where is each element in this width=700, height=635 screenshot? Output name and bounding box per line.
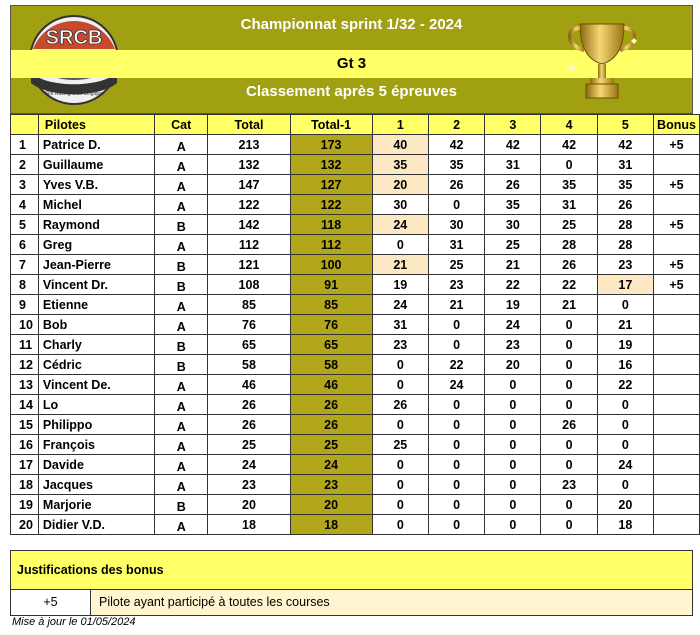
total-cell: 76 bbox=[208, 315, 290, 335]
pilot-name: Yves V.B. bbox=[38, 175, 154, 195]
race-5-cell: 24 bbox=[597, 455, 653, 475]
race-1-cell: 31 bbox=[372, 315, 428, 335]
race-2-cell: 0 bbox=[428, 455, 484, 475]
category-cell: A bbox=[155, 435, 208, 455]
race-5-cell: 20 bbox=[597, 495, 653, 515]
bonus-cell bbox=[654, 455, 700, 475]
race-2-cell: 24 bbox=[428, 375, 484, 395]
race-1-cell: 0 bbox=[372, 455, 428, 475]
total-cell: 25 bbox=[208, 435, 290, 455]
race-4-cell: 0 bbox=[541, 335, 597, 355]
bonus-cell bbox=[654, 435, 700, 455]
col-header-race-3: 3 bbox=[485, 115, 541, 135]
table-row bbox=[11, 475, 700, 495]
bonus-cell: +5 bbox=[654, 215, 700, 235]
race-1-cell: 0 bbox=[372, 495, 428, 515]
bonus-cell bbox=[654, 515, 700, 535]
total-cell: 26 bbox=[208, 415, 290, 435]
race-4-cell: 0 bbox=[541, 315, 597, 335]
total-cell: 46 bbox=[208, 375, 290, 395]
race-2-cell: 0 bbox=[428, 315, 484, 335]
race-1-cell: 0 bbox=[372, 515, 428, 535]
col-header-bonus: Bonus bbox=[654, 115, 700, 135]
total-1-cell: 132 bbox=[290, 155, 372, 175]
total-cell: 26 bbox=[208, 395, 290, 415]
total-cell: 85 bbox=[208, 295, 290, 315]
race-3-cell: 0 bbox=[485, 475, 541, 495]
total-cell: 213 bbox=[208, 135, 290, 155]
pilot-name: Etienne bbox=[38, 295, 154, 315]
race-1-cell: 24 bbox=[372, 215, 428, 235]
race-2-cell: 21 bbox=[428, 295, 484, 315]
race-3-cell: 31 bbox=[485, 155, 541, 175]
rank-cell: 18 bbox=[11, 475, 39, 495]
table-row bbox=[11, 215, 700, 235]
category-cell: B bbox=[155, 255, 208, 275]
race-1-cell: 30 bbox=[372, 195, 428, 215]
total-1-cell: 58 bbox=[290, 355, 372, 375]
total-1-cell: 25 bbox=[290, 435, 372, 455]
race-1-cell: 0 bbox=[372, 415, 428, 435]
table-row bbox=[11, 275, 700, 295]
race-2-cell: 0 bbox=[428, 395, 484, 415]
race-5-cell: 28 bbox=[597, 235, 653, 255]
category-cell: B bbox=[155, 215, 208, 235]
total-1-cell: 85 bbox=[290, 295, 372, 315]
col-header-total: Total bbox=[208, 115, 290, 135]
race-1-cell: 19 bbox=[372, 275, 428, 295]
category-cell: A bbox=[155, 315, 208, 335]
table-row bbox=[11, 415, 700, 435]
logo-caption: Slot Racing Club Belgique bbox=[44, 91, 104, 97]
table-row bbox=[11, 155, 700, 175]
race-1-cell: 0 bbox=[372, 375, 428, 395]
race-4-cell: 0 bbox=[541, 375, 597, 395]
total-1-cell: 118 bbox=[290, 215, 372, 235]
race-4-cell: 35 bbox=[541, 175, 597, 195]
race-5-cell: 26 bbox=[597, 195, 653, 215]
col-header-race-2: 2 bbox=[428, 115, 484, 135]
table-row bbox=[11, 515, 700, 535]
race-4-cell: 0 bbox=[541, 515, 597, 535]
race-1-cell: 25 bbox=[372, 435, 428, 455]
bonus-cell bbox=[654, 235, 700, 255]
total-cell: 18 bbox=[208, 515, 290, 535]
race-2-cell: 0 bbox=[428, 515, 484, 535]
bonus-cell bbox=[654, 375, 700, 395]
category-cell: B bbox=[155, 335, 208, 355]
bonus-key: +5 bbox=[11, 590, 91, 615]
race-1-cell: 20 bbox=[372, 175, 428, 195]
bonus-cell bbox=[654, 355, 700, 375]
race-5-cell: 16 bbox=[597, 355, 653, 375]
rank-cell: 20 bbox=[11, 515, 39, 535]
race-3-cell: 0 bbox=[485, 455, 541, 475]
race-5-cell: 0 bbox=[597, 475, 653, 495]
race-5-cell: 22 bbox=[597, 375, 653, 395]
total-1-cell: 26 bbox=[290, 395, 372, 415]
pilot-name: Jean-Pierre bbox=[38, 255, 154, 275]
bonus-title: Justifications des bonus bbox=[11, 551, 692, 589]
rank-cell: 19 bbox=[11, 495, 39, 515]
race-5-cell: 23 bbox=[597, 255, 653, 275]
total-cell: 132 bbox=[208, 155, 290, 175]
bonus-cell bbox=[654, 415, 700, 435]
table-row bbox=[11, 135, 700, 155]
col-header-race-4: 4 bbox=[541, 115, 597, 135]
rank-cell: 5 bbox=[11, 215, 39, 235]
race-3-cell: 0 bbox=[485, 515, 541, 535]
total-1-cell: 76 bbox=[290, 315, 372, 335]
rank-cell: 6 bbox=[11, 235, 39, 255]
race-2-cell: 23 bbox=[428, 275, 484, 295]
race-4-cell: 22 bbox=[541, 275, 597, 295]
trophy-icon bbox=[562, 16, 642, 106]
pilot-name: Charly bbox=[38, 335, 154, 355]
table-row bbox=[11, 355, 700, 375]
col-header-total-1: Total-1 bbox=[290, 115, 372, 135]
table-row bbox=[11, 435, 700, 455]
total-cell: 142 bbox=[208, 215, 290, 235]
race-3-cell: 22 bbox=[485, 275, 541, 295]
bonus-cell bbox=[654, 475, 700, 495]
race-4-cell: 0 bbox=[541, 455, 597, 475]
race-3-cell: 23 bbox=[485, 335, 541, 355]
table-row bbox=[11, 175, 700, 195]
total-cell: 58 bbox=[208, 355, 290, 375]
race-1-cell: 23 bbox=[372, 335, 428, 355]
bonus-cell bbox=[654, 295, 700, 315]
page-subtitle: Classement après 5 épreuves bbox=[246, 83, 457, 100]
race-1-cell: 0 bbox=[372, 355, 428, 375]
total-cell: 24 bbox=[208, 455, 290, 475]
race-5-cell: 21 bbox=[597, 315, 653, 335]
race-2-cell: 0 bbox=[428, 475, 484, 495]
pilot-name: Michel bbox=[38, 195, 154, 215]
table-row bbox=[11, 235, 700, 255]
bonus-description: Pilote ayant participé à toutes les courses bbox=[91, 590, 692, 615]
rank-cell: 7 bbox=[11, 255, 39, 275]
category-cell: A bbox=[155, 155, 208, 175]
pilot-name: Marjorie bbox=[38, 495, 154, 515]
total-1-cell: 173 bbox=[290, 135, 372, 155]
standings-table bbox=[10, 114, 700, 535]
total-1-cell: 100 bbox=[290, 255, 372, 275]
race-1-cell: 35 bbox=[372, 155, 428, 175]
rank-cell: 13 bbox=[11, 375, 39, 395]
total-1-cell: 112 bbox=[290, 235, 372, 255]
category-cell: B bbox=[155, 355, 208, 375]
race-1-cell: 0 bbox=[372, 475, 428, 495]
race-2-cell: 30 bbox=[428, 215, 484, 235]
rank-cell: 12 bbox=[11, 355, 39, 375]
race-5-cell: 19 bbox=[597, 335, 653, 355]
pilot-name: Lo bbox=[38, 395, 154, 415]
race-3-cell: 35 bbox=[485, 195, 541, 215]
race-3-cell: 0 bbox=[485, 415, 541, 435]
rank-cell: 17 bbox=[11, 455, 39, 475]
table-row bbox=[11, 295, 700, 315]
race-1-cell: 40 bbox=[372, 135, 428, 155]
bonus-cell bbox=[654, 335, 700, 355]
rank-cell: 9 bbox=[11, 295, 39, 315]
total-cell: 121 bbox=[208, 255, 290, 275]
race-5-cell: 28 bbox=[597, 215, 653, 235]
total-1-cell: 26 bbox=[290, 415, 372, 435]
col-header-pilots: Pilotes bbox=[38, 115, 154, 135]
total-1-cell: 46 bbox=[290, 375, 372, 395]
race-4-cell: 23 bbox=[541, 475, 597, 495]
table-row bbox=[11, 255, 700, 275]
total-cell: 147 bbox=[208, 175, 290, 195]
pilot-name: Bob bbox=[38, 315, 154, 335]
category-cell: A bbox=[155, 415, 208, 435]
total-cell: 108 bbox=[208, 275, 290, 295]
category-cell: B bbox=[155, 495, 208, 515]
race-5-cell: 31 bbox=[597, 155, 653, 175]
category-cell: A bbox=[155, 135, 208, 155]
table-row bbox=[11, 375, 700, 395]
rank-cell: 1 bbox=[11, 135, 39, 155]
total-1-cell: 23 bbox=[290, 475, 372, 495]
pilot-name: Cédric bbox=[38, 355, 154, 375]
race-2-cell: 42 bbox=[428, 135, 484, 155]
pilot-name: Patrice D. bbox=[38, 135, 154, 155]
race-3-cell: 20 bbox=[485, 355, 541, 375]
category-cell: A bbox=[155, 175, 208, 195]
category-cell: A bbox=[155, 475, 208, 495]
bonus-cell: +5 bbox=[654, 175, 700, 195]
rank-cell: 16 bbox=[11, 435, 39, 455]
category-cell: A bbox=[155, 295, 208, 315]
update-date: Mise à jour le 01/05/2024 bbox=[12, 616, 136, 628]
race-4-cell: 0 bbox=[541, 435, 597, 455]
race-4-cell: 31 bbox=[541, 195, 597, 215]
bonus-cell bbox=[654, 315, 700, 335]
race-2-cell: 0 bbox=[428, 415, 484, 435]
col-header-race-1: 1 bbox=[372, 115, 428, 135]
col-header-race-5: 5 bbox=[597, 115, 653, 135]
race-5-cell: 0 bbox=[597, 435, 653, 455]
bonus-cell: +5 bbox=[654, 135, 700, 155]
pilot-name: Davide bbox=[38, 455, 154, 475]
race-5-cell: 35 bbox=[597, 175, 653, 195]
bonus-cell: +5 bbox=[654, 275, 700, 295]
race-3-cell: 21 bbox=[485, 255, 541, 275]
race-2-cell: 0 bbox=[428, 195, 484, 215]
total-cell: 23 bbox=[208, 475, 290, 495]
header-banner bbox=[10, 5, 693, 114]
pilot-name: Didier V.D. bbox=[38, 515, 154, 535]
race-2-cell: 35 bbox=[428, 155, 484, 175]
bonus-cell bbox=[654, 155, 700, 175]
rank-cell: 8 bbox=[11, 275, 39, 295]
category-cell: A bbox=[155, 395, 208, 415]
rank-cell: 10 bbox=[11, 315, 39, 335]
race-3-cell: 30 bbox=[485, 215, 541, 235]
rank-cell: 11 bbox=[11, 335, 39, 355]
race-4-cell: 28 bbox=[541, 235, 597, 255]
race-4-cell: 0 bbox=[541, 495, 597, 515]
race-2-cell: 0 bbox=[428, 435, 484, 455]
race-4-cell: 26 bbox=[541, 415, 597, 435]
table-header-row bbox=[11, 115, 700, 135]
race-5-cell: 0 bbox=[597, 415, 653, 435]
logo-text: SRCB bbox=[45, 27, 103, 49]
total-1-cell: 65 bbox=[290, 335, 372, 355]
total-1-cell: 122 bbox=[290, 195, 372, 215]
race-4-cell: 26 bbox=[541, 255, 597, 275]
bonus-row bbox=[11, 589, 692, 615]
race-3-cell: 42 bbox=[485, 135, 541, 155]
race-1-cell: 0 bbox=[372, 235, 428, 255]
race-4-cell: 42 bbox=[541, 135, 597, 155]
bonus-cell: +5 bbox=[654, 255, 700, 275]
bonus-cell bbox=[654, 195, 700, 215]
race-3-cell: 26 bbox=[485, 175, 541, 195]
category-cell: A bbox=[155, 375, 208, 395]
page-title: Championnat sprint 1/32 - 2024 bbox=[240, 16, 463, 33]
race-4-cell: 0 bbox=[541, 395, 597, 415]
race-2-cell: 22 bbox=[428, 355, 484, 375]
race-4-cell: 21 bbox=[541, 295, 597, 315]
race-3-cell: 0 bbox=[485, 395, 541, 415]
pilot-name: François bbox=[38, 435, 154, 455]
table-row bbox=[11, 335, 700, 355]
bonus-justification bbox=[10, 550, 693, 616]
category-title: Gt 3 bbox=[11, 50, 692, 78]
total-1-cell: 20 bbox=[290, 495, 372, 515]
total-cell: 122 bbox=[208, 195, 290, 215]
race-2-cell: 31 bbox=[428, 235, 484, 255]
total-cell: 112 bbox=[208, 235, 290, 255]
total-cell: 65 bbox=[208, 335, 290, 355]
race-4-cell: 0 bbox=[541, 155, 597, 175]
race-4-cell: 0 bbox=[541, 355, 597, 375]
rank-cell: 4 bbox=[11, 195, 39, 215]
race-3-cell: 25 bbox=[485, 235, 541, 255]
category-cell: B bbox=[155, 275, 208, 295]
rank-cell: 3 bbox=[11, 175, 39, 195]
table-row bbox=[11, 395, 700, 415]
rank-cell: 15 bbox=[11, 415, 39, 435]
race-5-cell: 18 bbox=[597, 515, 653, 535]
race-5-cell: 0 bbox=[597, 295, 653, 315]
category-cell: A bbox=[155, 195, 208, 215]
race-2-cell: 0 bbox=[428, 495, 484, 515]
total-1-cell: 91 bbox=[290, 275, 372, 295]
race-3-cell: 0 bbox=[485, 375, 541, 395]
total-cell: 20 bbox=[208, 495, 290, 515]
pilot-name: Jacques bbox=[38, 475, 154, 495]
total-1-cell: 127 bbox=[290, 175, 372, 195]
race-1-cell: 26 bbox=[372, 395, 428, 415]
category-cell: A bbox=[155, 235, 208, 255]
pilot-name: Guillaume bbox=[38, 155, 154, 175]
race-3-cell: 0 bbox=[485, 435, 541, 455]
race-2-cell: 25 bbox=[428, 255, 484, 275]
table-row bbox=[11, 495, 700, 515]
pilot-name: Greg bbox=[38, 235, 154, 255]
pilot-name: Vincent Dr. bbox=[38, 275, 154, 295]
race-4-cell: 25 bbox=[541, 215, 597, 235]
race-3-cell: 19 bbox=[485, 295, 541, 315]
rank-cell: 2 bbox=[11, 155, 39, 175]
pilot-name: Philippo bbox=[38, 415, 154, 435]
race-3-cell: 0 bbox=[485, 495, 541, 515]
race-3-cell: 24 bbox=[485, 315, 541, 335]
total-1-cell: 18 bbox=[290, 515, 372, 535]
race-1-cell: 21 bbox=[372, 255, 428, 275]
bonus-cell bbox=[654, 395, 700, 415]
col-header-rank bbox=[11, 115, 39, 135]
pilot-name: Vincent De. bbox=[38, 375, 154, 395]
bonus-cell bbox=[654, 495, 700, 515]
category-cell: A bbox=[155, 515, 208, 535]
race-2-cell: 0 bbox=[428, 335, 484, 355]
race-2-cell: 26 bbox=[428, 175, 484, 195]
table-row bbox=[11, 455, 700, 475]
race-5-cell: 17 bbox=[597, 275, 653, 295]
table-row bbox=[11, 315, 700, 335]
col-header-cat: Cat bbox=[155, 115, 208, 135]
total-1-cell: 24 bbox=[290, 455, 372, 475]
race-1-cell: 24 bbox=[372, 295, 428, 315]
category-cell: A bbox=[155, 455, 208, 475]
pilot-name: Raymond bbox=[38, 215, 154, 235]
table-row bbox=[11, 195, 700, 215]
rank-cell: 14 bbox=[11, 395, 39, 415]
race-5-cell: 0 bbox=[597, 395, 653, 415]
race-5-cell: 42 bbox=[597, 135, 653, 155]
